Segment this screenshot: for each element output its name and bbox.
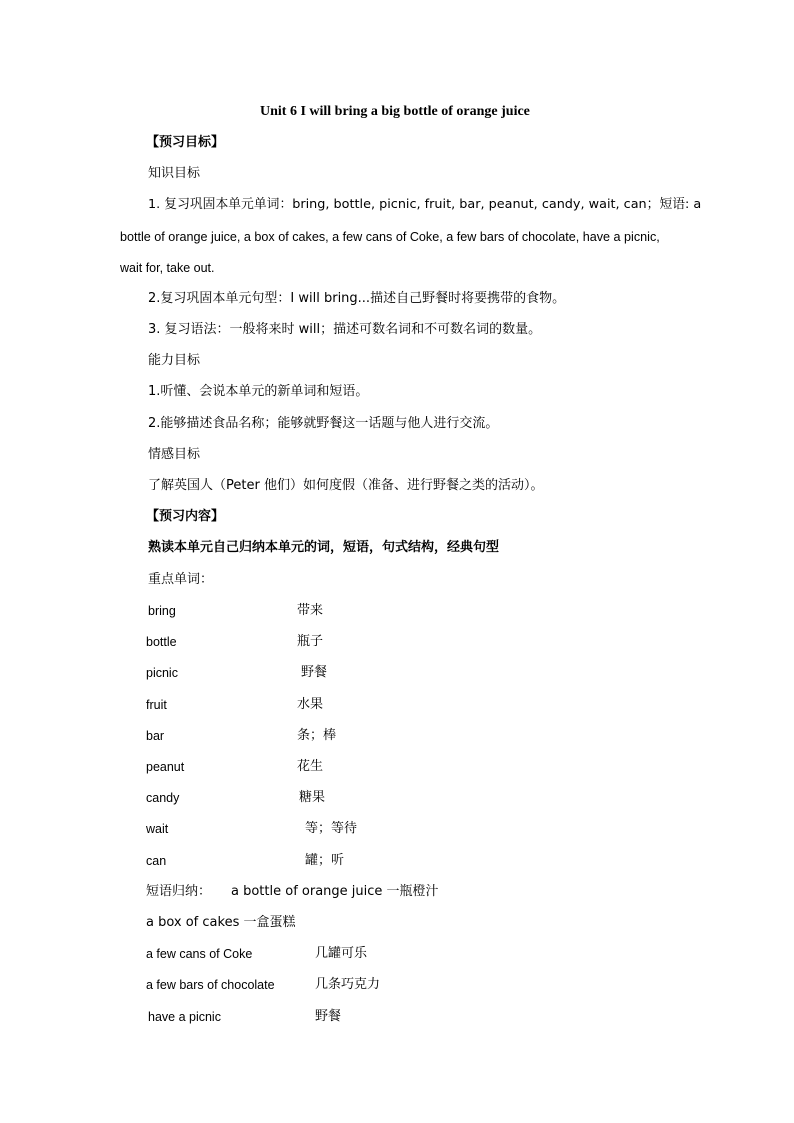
vocab-meaning: 糖果 <box>299 790 326 805</box>
phrase-first-inline: a bottle of orange juice 一瓶橙汁 <box>231 884 439 899</box>
vocab-word: fruit <box>146 698 167 712</box>
ability-item-2: 2.能够描述食品名称；能够就野餐这一话题与他人进行交流。 <box>148 416 499 431</box>
key-words-heading: 重点单词： <box>148 572 214 587</box>
vocab-word: bottle <box>146 635 177 649</box>
vocab-meaning: 花生 <box>297 759 324 774</box>
vocab-meaning: 条；棒 <box>297 728 337 743</box>
vocab-word: bar <box>146 729 165 743</box>
vocab-meaning: 罐；听 <box>305 853 345 868</box>
vocab-meaning: 瓶子 <box>297 634 324 649</box>
vocab-meaning: 野餐 <box>301 665 328 680</box>
vocab-word: picnic <box>146 666 178 680</box>
phrase-item: a box of cakes 一盒蛋糕 <box>146 915 296 930</box>
preview-content-heading: 【预习内容】 <box>146 509 225 524</box>
knowledge-item-1-line-2: bottle of orange juice, a box of cakes, a few cans of Coke, a few bars of chocolate, have a picnic, <box>120 230 660 244</box>
vocab-word: wait <box>146 822 169 836</box>
ability-item-1: 1.听懂、会说本单元的新单词和短语。 <box>148 384 369 399</box>
phrase-english: a few bars of chocolate <box>146 978 275 992</box>
vocab-word: bring <box>148 604 176 618</box>
phrase-chinese: 几罐可乐 <box>315 946 368 961</box>
knowledge-item-1-line-3: wait for, take out. <box>120 261 215 275</box>
phrase-chinese: 野餐 <box>315 1009 342 1024</box>
phrase-english: a few cans of Coke <box>146 947 253 961</box>
instruction-text: 熟读本单元自己归纳本单元的词，短语，句式结构，经典句型 <box>148 540 500 555</box>
knowledge-item-3: 3. 复习语法：一般将来时 will；描述可数名词和不可数名词的数量。 <box>148 322 542 337</box>
page-title: Unit 6 I will bring a big bottle of orange juice <box>260 104 530 119</box>
knowledge-item-2: 2.复习巩固本单元句型：I will bring...描述自己野餐时将要携带的食物。 <box>148 291 566 306</box>
emotion-item-1: 了解英国人（Peter 他们）如何度假（准备、进行野餐之类的活动）。 <box>148 478 544 493</box>
phrase-chinese: 几条巧克力 <box>315 977 381 992</box>
vocab-word: can <box>146 854 167 868</box>
phrases-heading: 短语归纳： <box>146 884 212 899</box>
knowledge-goals-heading: 知识目标 <box>148 166 201 181</box>
knowledge-item-1-line-1: 1. 复习巩固本单元单词：bring, bottle, picnic, fruit, bar, peanut, candy, wait, can；短语: a <box>148 197 702 212</box>
phrase-english: have a picnic <box>148 1010 221 1024</box>
emotion-goals-heading: 情感目标 <box>148 447 201 462</box>
vocab-meaning: 带来 <box>297 603 324 618</box>
preview-goals-heading: 【预习目标】 <box>146 135 225 150</box>
vocab-meaning: 水果 <box>297 697 324 712</box>
ability-goals-heading: 能力目标 <box>148 353 201 368</box>
vocab-word: candy <box>146 791 180 805</box>
vocab-meaning: 等；等待 <box>305 821 358 836</box>
vocab-word: peanut <box>146 760 185 774</box>
